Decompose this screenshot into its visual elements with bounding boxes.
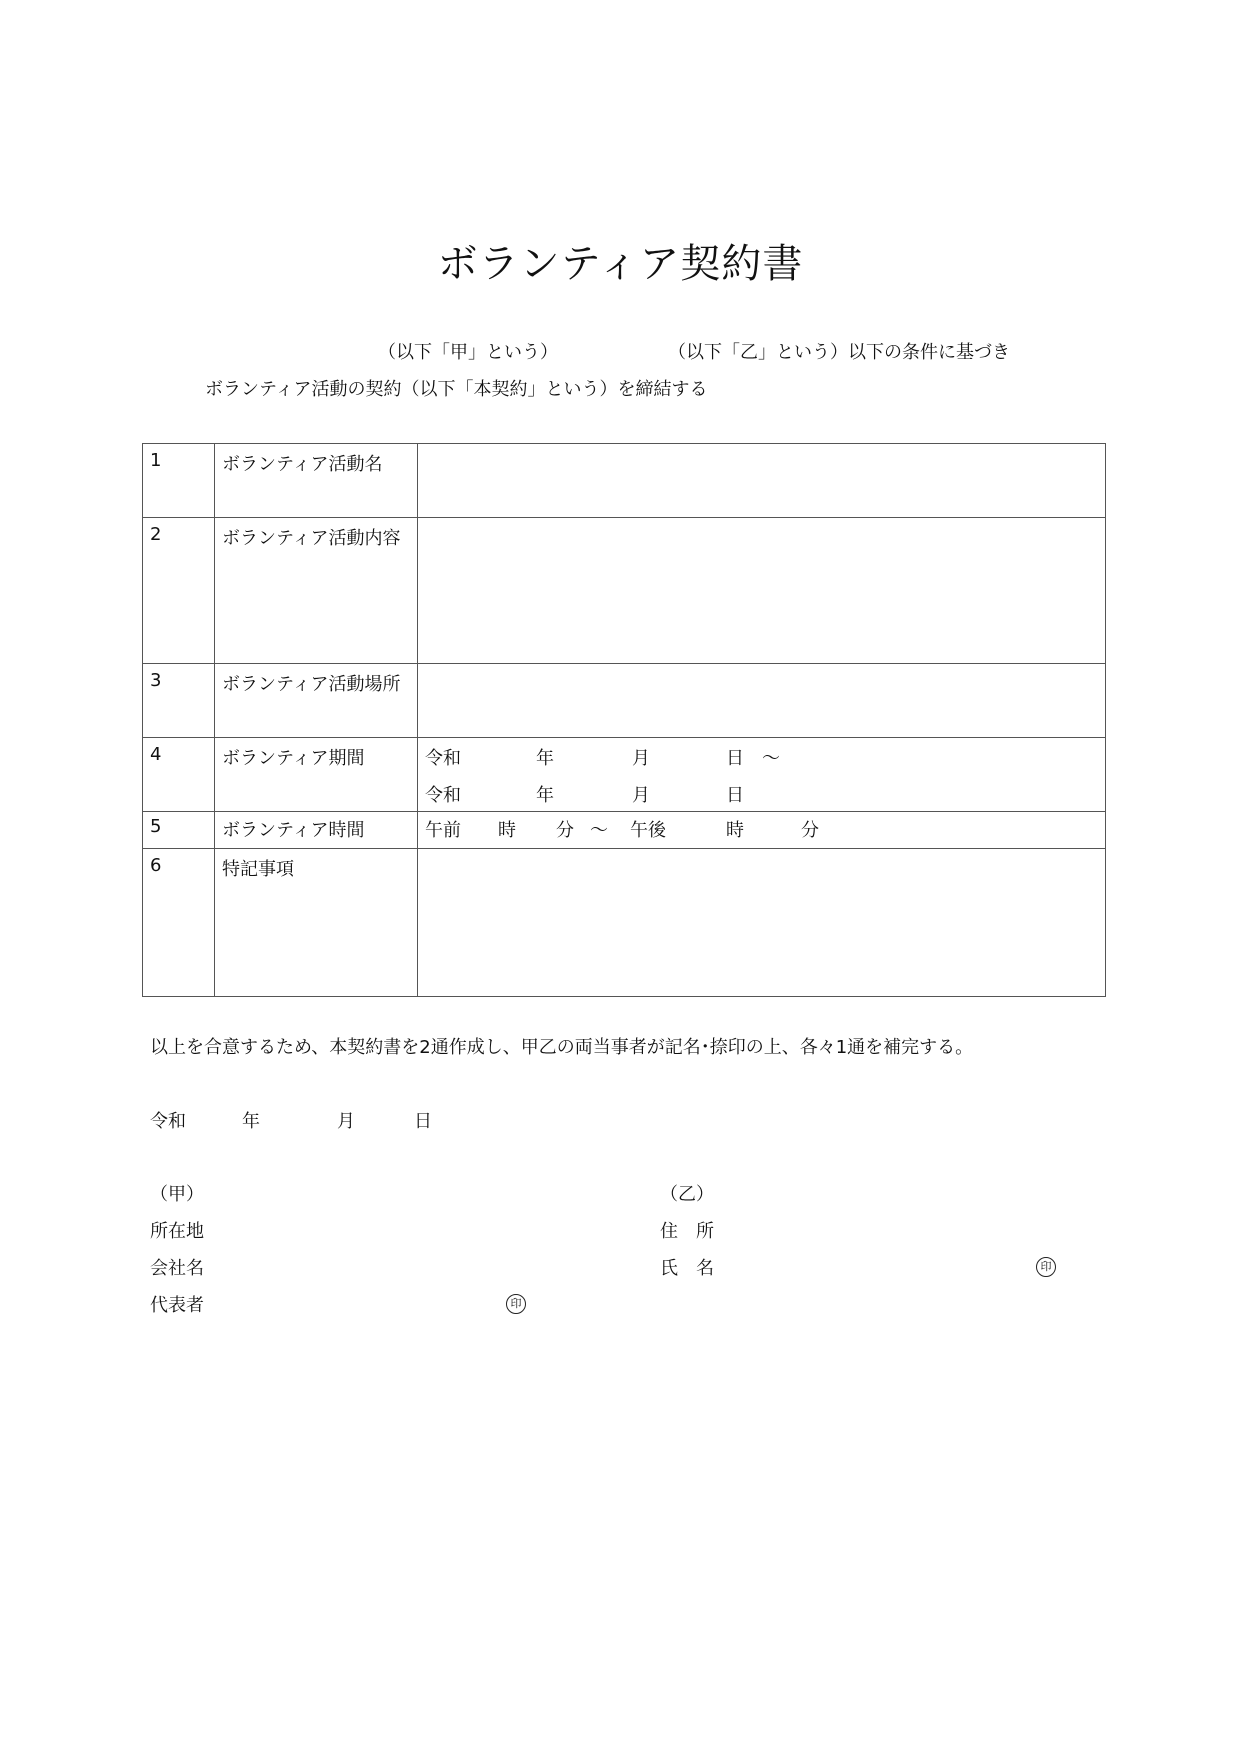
party-a-representative-label: 代表者 (150, 1295, 204, 1316)
date-day: 日 (414, 1111, 432, 1132)
party-b-heading: （乙） (660, 1184, 714, 1205)
period-end-day: 日 (726, 785, 744, 806)
time-pm: 午後 (630, 820, 666, 841)
row-label: ボランティア期間 (215, 738, 418, 812)
intro-contract-line: ボランティア活動の契約（以下「本契約」という）を締結する (205, 379, 708, 400)
period-tilde: 〜 (762, 748, 780, 769)
activity-content-field[interactable] (418, 518, 1106, 664)
period-start-era: 令和 (425, 748, 461, 769)
time-tilde: 〜 (590, 820, 608, 841)
table-row (143, 812, 1106, 849)
time-field[interactable] (418, 812, 1106, 849)
seal-icon: 印 (506, 1294, 526, 1314)
party-a-address-label: 所在地 (150, 1221, 204, 1242)
date-era: 令和 (150, 1111, 186, 1132)
party-b-address-label: 住 所 (660, 1221, 714, 1242)
table-row (143, 664, 1106, 738)
row-label: ボランティア活動名 (215, 444, 418, 518)
intro-party-b: （以下「乙」という）以下の条件に基づき (668, 342, 1010, 363)
row-label: ボランティア活動内容 (215, 518, 418, 664)
row-number: 5 (143, 812, 215, 849)
activity-name-field[interactable] (418, 444, 1106, 518)
party-a-seal-mark (506, 1292, 526, 1314)
agreement-text: 以上を合意するため、本契約書を2通作成し、甲乙の両当事者が記名･捺印の上、各々1通を補完する。 (150, 1037, 974, 1058)
party-a-company-label: 会社名 (150, 1258, 204, 1279)
period-start-month: 月 (632, 748, 650, 769)
time-start-hour: 時 (498, 820, 516, 841)
period-field[interactable] (418, 738, 1106, 812)
period-start-year: 年 (536, 748, 554, 769)
activity-place-field[interactable] (418, 664, 1106, 738)
time-am: 午前 (425, 820, 461, 841)
special-notes-field[interactable] (418, 849, 1106, 997)
party-b-name-label: 氏 名 (660, 1258, 714, 1279)
period-end-era: 令和 (425, 785, 461, 806)
time-start-minute: 分 (556, 820, 574, 841)
row-number: 4 (143, 738, 215, 812)
row-label: ボランティア時間 (215, 812, 418, 849)
table-row (143, 444, 1106, 518)
row-number: 3 (143, 664, 215, 738)
period-start-day: 日 (726, 748, 744, 769)
contract-table (142, 443, 1106, 997)
time-end-minute: 分 (801, 820, 819, 841)
table-row (143, 849, 1106, 997)
party-b-seal-mark (1036, 1255, 1056, 1277)
row-label: ボランティア活動場所 (215, 664, 418, 738)
table-row (143, 738, 1106, 812)
intro-party-a: （以下「甲」という） (378, 342, 558, 363)
row-label: 特記事項 (215, 849, 418, 997)
seal-icon: 印 (1036, 1257, 1056, 1277)
table-row (143, 518, 1106, 664)
date-year: 年 (242, 1111, 260, 1132)
party-a-heading: （甲） (150, 1184, 204, 1205)
time-end-hour: 時 (726, 820, 744, 841)
period-end-year: 年 (536, 785, 554, 806)
row-number: 2 (143, 518, 215, 664)
period-end-month: 月 (632, 785, 650, 806)
row-number: 6 (143, 849, 215, 997)
row-number: 1 (143, 444, 215, 518)
date-month: 月 (337, 1111, 355, 1132)
document-title: ボランティア契約書 (437, 241, 804, 287)
